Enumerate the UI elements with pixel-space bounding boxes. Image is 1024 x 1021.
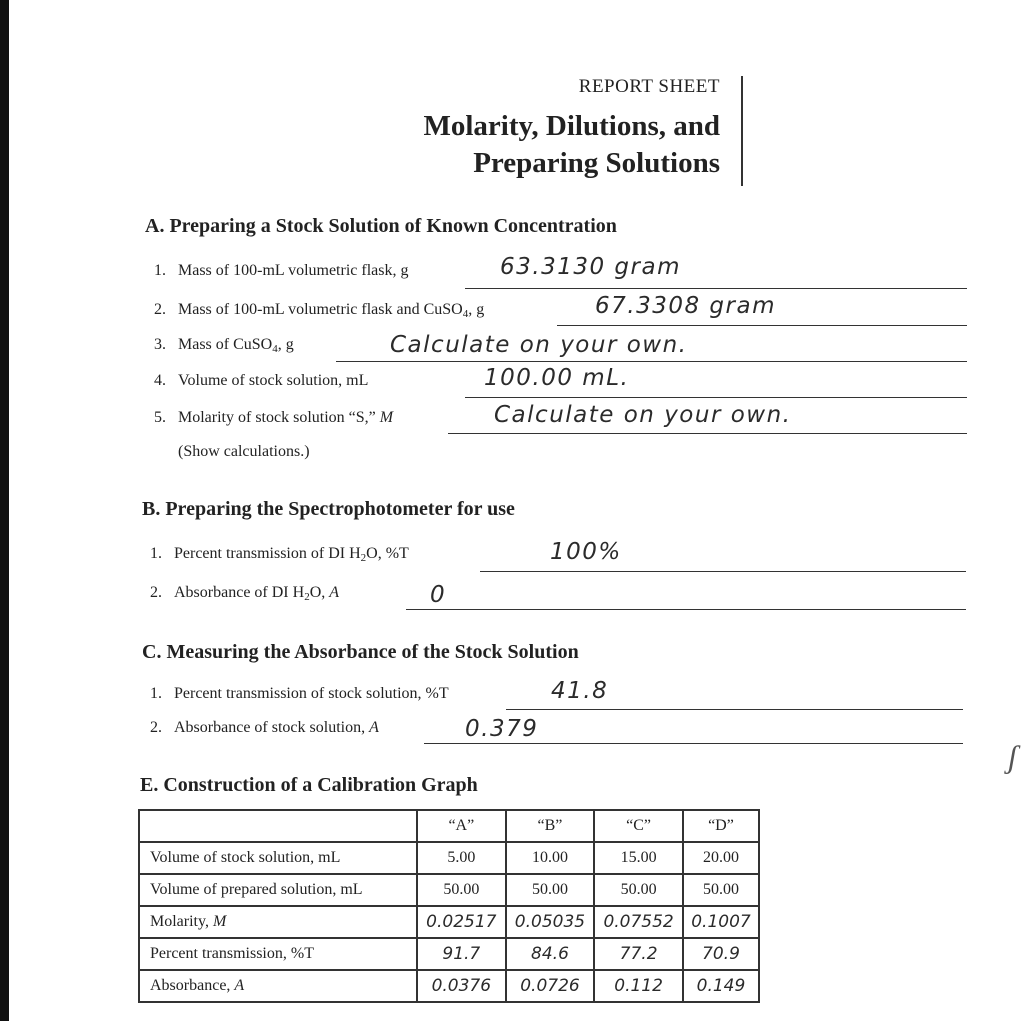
table-cell: 50.00 [417, 874, 506, 906]
handwritten-cell: 0.1007 [683, 906, 759, 938]
question-a4: 4. Volume of stock solution, mL [154, 372, 369, 389]
handwritten-cell: 0.05035 [506, 906, 595, 938]
handwritten-cell: 0.0726 [506, 970, 595, 1002]
table-row [139, 906, 759, 938]
table-corner-cell [139, 810, 417, 842]
row-label: Volume of stock solution, mL [139, 842, 417, 874]
row-label: Absorbance, A [139, 970, 417, 1002]
header-vertical-rule [741, 76, 743, 186]
handwritten-cell: 0.07552 [594, 906, 683, 938]
row-label: Molarity, M [139, 906, 417, 938]
answer-line-a3 [336, 361, 967, 362]
answer-c1: 41.8 [551, 678, 609, 704]
handwritten-cell: 70.9 [683, 938, 759, 970]
row-label: Percent transmission, %T [139, 938, 417, 970]
question-a1: 1. Mass of 100-mL volumetric flask, g [154, 262, 409, 279]
answer-b1: 100% [550, 539, 622, 565]
title-line-1: Molarity, Dilutions, and [423, 110, 720, 142]
scan-left-edge [0, 0, 9, 1021]
column-header-a: “A” [417, 810, 506, 842]
question-a2: 2. Mass of 100-mL volumetric flask and CuSO$_4$, g [154, 301, 485, 320]
column-header-b: “B” [506, 810, 595, 842]
answer-line-a5 [448, 433, 967, 434]
answer-line-a1 [465, 288, 967, 289]
table-cell: 15.00 [594, 842, 683, 874]
question-a3: 3. Mass of CuSO$_4$, g [154, 336, 294, 355]
handwritten-cell: 84.6 [506, 938, 595, 970]
table-row [139, 874, 759, 906]
section-b-heading: B. Preparing the Spectrophotometer for use [142, 498, 515, 520]
section-a-heading: A. Preparing a Stock Solution of Known Concentration [145, 215, 617, 237]
table-cell: 5.00 [417, 842, 506, 874]
question-b2: 2. Absorbance of DI $H_2O$, A [150, 584, 340, 603]
handwritten-cell: 0.149 [683, 970, 759, 1002]
section-c-heading: C. Measuring the Absorbance of the Stock Solution [142, 641, 579, 663]
calibration-table [138, 809, 760, 1003]
answer-line-c2 [424, 743, 963, 744]
column-header-d: “D” [683, 810, 759, 842]
answer-a3: Calculate on your own. [390, 332, 688, 358]
table-row [139, 970, 759, 1002]
answer-line-b1 [480, 571, 966, 572]
handwritten-cell: 0.0376 [417, 970, 506, 1002]
answer-line-a4 [465, 397, 967, 398]
answer-line-a2 [557, 325, 967, 326]
show-calculations-note: (Show calculations.) [178, 443, 310, 460]
answer-b2: 0 [430, 582, 447, 608]
question-b1: 1. Percent transmission of DI $H_2O$, %T [150, 545, 409, 564]
column-header-c: “C” [594, 810, 683, 842]
answer-c2: 0.379 [465, 716, 539, 742]
title-line-2: Preparing Solutions [473, 147, 720, 179]
row-label: Volume of prepared solution, mL [139, 874, 417, 906]
question-c1: 1. Percent transmission of stock solution, %T [150, 685, 449, 702]
table-row [139, 938, 759, 970]
table-cell: 10.00 [506, 842, 595, 874]
answer-a4: 100.00 mL. [484, 365, 630, 391]
handwritten-cell: 0.112 [594, 970, 683, 1002]
question-c2: 2. Absorbance of stock solution, A [150, 719, 379, 736]
answer-a1: 63.3130 gram [500, 254, 681, 280]
answer-a5: Calculate on your own. [494, 402, 792, 428]
question-a5: 5. Molarity of stock solution “S,” M [154, 409, 394, 426]
answer-line-c1 [506, 709, 963, 710]
report-sheet-label: REPORT SHEET [578, 76, 720, 97]
handwritten-cell: 91.7 [417, 938, 506, 970]
table-header-row [139, 810, 759, 842]
handwritten-cell: 77.2 [594, 938, 683, 970]
answer-line-b2 [406, 609, 966, 610]
margin-pen-mark: ʃ [1008, 738, 1018, 774]
table-cell: 20.00 [683, 842, 759, 874]
table-cell: 50.00 [506, 874, 595, 906]
answer-a2: 67.3308 gram [595, 293, 776, 319]
handwritten-cell: 0.02517 [417, 906, 506, 938]
table-cell: 50.00 [683, 874, 759, 906]
page-title [424, 108, 721, 182]
table-cell: 50.00 [594, 874, 683, 906]
table-row [139, 842, 759, 874]
section-e-heading: E. Construction of a Calibration Graph [140, 774, 478, 796]
